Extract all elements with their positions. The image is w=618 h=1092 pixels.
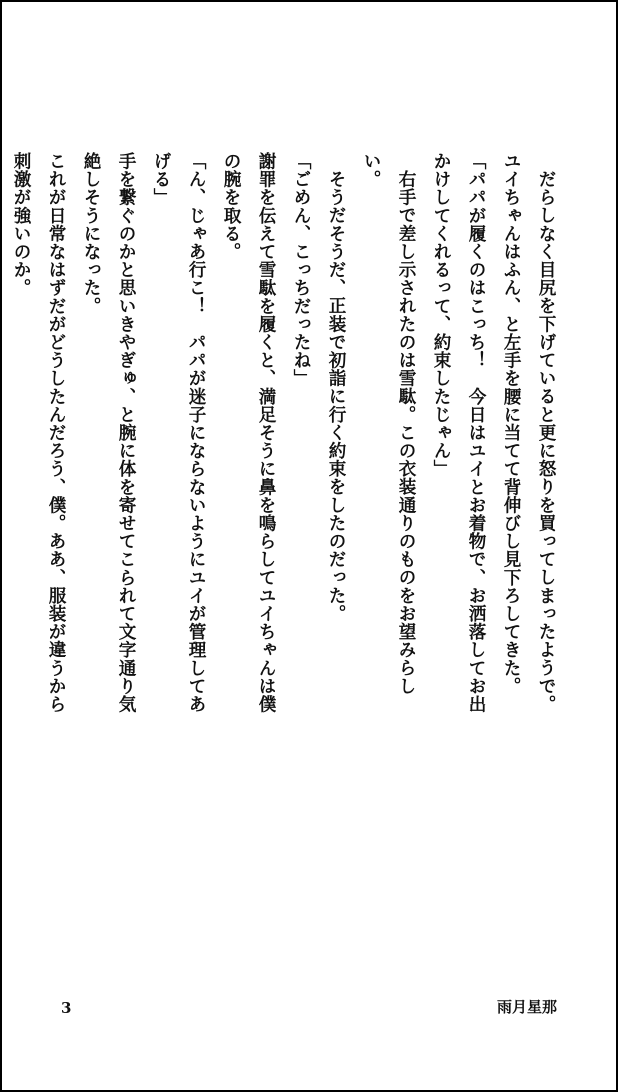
paragraph-5: 「ごめん、こっちだったね」: [291, 152, 312, 388]
page-number: 3: [61, 999, 72, 1017]
paragraph-6: 謝罪を伝えて雪駄を履くと、満足そうに鼻を鳴らしてユイちゃんは僕の腕を取る。: [221, 152, 277, 714]
vertical-text-block: [11, 152, 564, 722]
paragraph-3: 右手で差し示されたのは雪駄。この衣装通りのものをお望みらしい。: [361, 152, 417, 695]
paragraph-10: [0, 152, 4, 722]
paragraph-2: 「パパが履くのはこっち！ 今日はユイとお着物で、お洒落してお出かけしてくれるって、約束したじゃん」: [431, 152, 487, 714]
author-name: 雨月星那: [496, 998, 557, 1016]
paragraph-4: そうだそうだ、正装で初詣に行く約束をしたのだった。: [326, 169, 347, 623]
paragraph-1: だらしなく目尻を下げていると更に怒りを買ってしまったようで。ユイちゃんはふん、と左手を腰に当てて背伸びし見下ろしてきた。: [501, 152, 557, 713]
paragraph-8: 手を繋ぐのかと思いきやぎゅ、と腕に体を寄せてこられて文字通り気絶しそうになった。: [81, 152, 137, 714]
paragraph-9: これが日常なはずだがどうしたんだろう、僕。ああ、服装が違うから刺激が強いのか。: [11, 152, 67, 714]
paragraph-7: 「ん、じゃあ行こ！ パパが迷子にならないようにユイが管理してあげる」: [151, 152, 207, 714]
